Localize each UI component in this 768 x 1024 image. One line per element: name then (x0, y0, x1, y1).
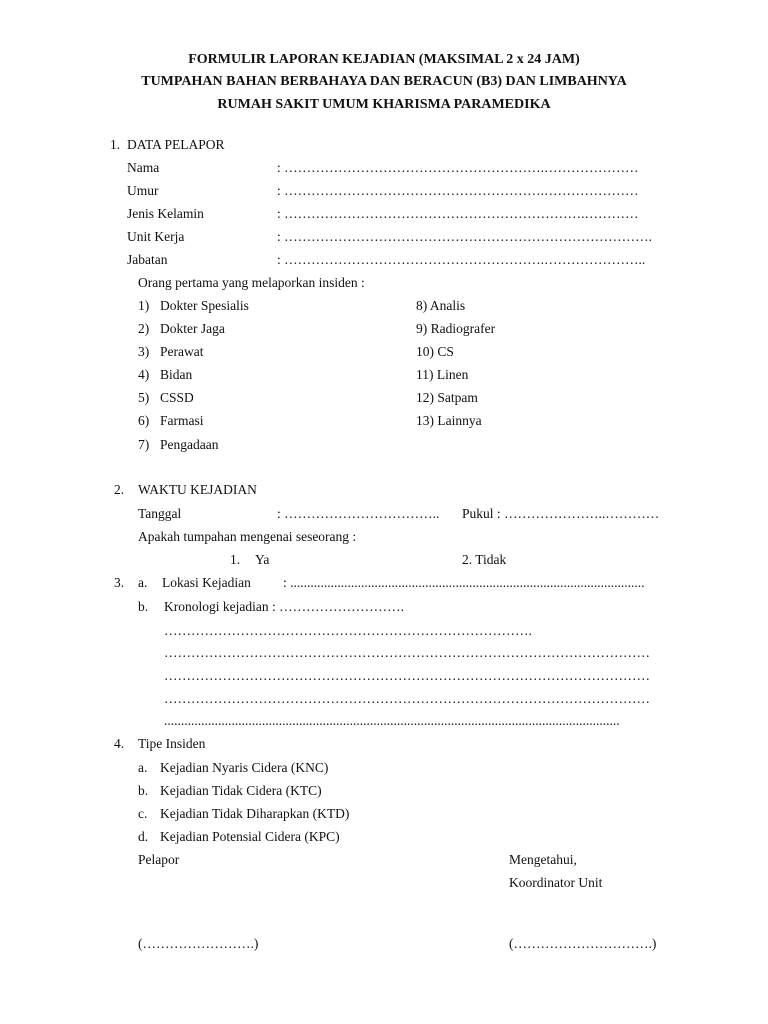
field-value-nama[interactable]: : ………………………………………………….………………… (277, 160, 639, 175)
field-label-unit-kerja: Unit Kerja (127, 229, 185, 244)
kronologi-line[interactable]: ……………………………………………………………………………………………… (164, 668, 650, 683)
option-bidan[interactable]: Bidan (160, 367, 193, 382)
option-farmasi[interactable]: Farmasi (160, 413, 204, 428)
signature-label-koordinator: Koordinator Unit (509, 875, 603, 890)
option-number: 6) (138, 413, 150, 428)
section-number: 4. (114, 736, 125, 751)
section-number: 1. (110, 137, 121, 152)
option-lainnya[interactable]: 13) Lainnya (416, 413, 482, 428)
option-cssd[interactable]: CSSD (160, 390, 194, 405)
hospital-name: RUMAH SAKIT UMUM KHARISMA PARAMEDIKA (217, 97, 551, 112)
field-label-jenis-kelamin: Jenis Kelamin (127, 206, 204, 221)
item-letter: a. (138, 575, 148, 590)
option-number: 7) (138, 437, 150, 452)
option-number: 2) (138, 321, 150, 336)
field-value-jabatan[interactable]: : ………………………………………………….………………….. (277, 252, 646, 267)
option-cs[interactable]: 10) CS (416, 344, 454, 359)
kronologi-line[interactable]: ....................................................................................................................................... (164, 713, 620, 728)
signature-blank-pelapor[interactable]: (…………………….) (138, 936, 259, 951)
form-subtitle: TUMPAHAN BAHAN BERBAHAYA DAN BERACUN (B3) DAN LIMBAHNYA (141, 74, 627, 89)
option-number: 5) (138, 390, 150, 405)
option-dokter-jaga[interactable]: Dokter Jaga (160, 321, 225, 336)
option-ktd[interactable]: Kejadian Tidak Diharapkan (KTD) (160, 806, 350, 821)
item-letter: b. (138, 783, 149, 798)
form-title: FORMULIR LAPORAN KEJADIAN (MAKSIMAL 2 x 24 JAM) (188, 52, 580, 67)
signature-blank-koordinator[interactable]: (………………………….) (509, 936, 657, 951)
option-kpc[interactable]: Kejadian Potensial Cidera (KPC) (160, 829, 340, 844)
field-label-nama: Nama (127, 160, 160, 175)
field-label-jabatan: Jabatan (127, 252, 168, 267)
kronologi-line[interactable]: ………………………………………………………………………. (164, 623, 532, 638)
field-pukul[interactable]: Pukul : …………………..………… (462, 506, 660, 521)
field-value-jenis-kelamin[interactable]: : ………………………………………………………….………… (277, 206, 639, 221)
option-dokter-spesialis[interactable]: Dokter Spesialis (160, 298, 249, 313)
field-value-unit-kerja[interactable]: : ………………………………………………………………………. (277, 229, 653, 244)
option-number: 1) (138, 298, 150, 313)
option-number: 3) (138, 344, 150, 359)
item-letter: d. (138, 829, 149, 844)
item-letter: c. (138, 806, 148, 821)
option-number: 1. (230, 552, 241, 567)
signature-label-mengetahui: Mengetahui, (509, 852, 577, 867)
field-label-kronologi[interactable]: Kronologi kejadian : ………………………. (164, 599, 404, 614)
option-knc[interactable]: Kejadian Nyaris Cidera (KNC) (160, 760, 329, 775)
option-satpam[interactable]: 12) Satpam (416, 390, 478, 405)
option-ktc[interactable]: Kejadian Tidak Cidera (KTC) (160, 783, 322, 798)
section-number: 2. (114, 482, 125, 497)
option-ya[interactable]: Ya (255, 552, 270, 567)
item-letter: a. (138, 760, 148, 775)
section-heading: DATA PELAPOR (127, 137, 225, 152)
field-value-tanggal[interactable]: : …………………………….. (277, 506, 440, 521)
option-tidak[interactable]: 2. Tidak (462, 552, 507, 567)
field-label-lokasi: Lokasi Kejadian (162, 575, 251, 590)
exposure-question: Apakah tumpahan mengenai seseorang : (138, 529, 357, 544)
kronologi-line[interactable]: ……………………………………………………………………………………………… (164, 691, 650, 706)
field-value-lokasi[interactable]: : ......................................................................................................... (283, 575, 645, 590)
option-perawat[interactable]: Perawat (160, 344, 204, 359)
option-number: 4) (138, 367, 150, 382)
option-pengadaan[interactable]: Pengadaan (160, 437, 219, 452)
field-label-tanggal: Tanggal (138, 506, 182, 521)
option-analis[interactable]: 8) Analis (416, 298, 466, 313)
signature-label-pelapor: Pelapor (138, 852, 180, 867)
item-letter: b. (138, 599, 149, 614)
option-radiografer[interactable]: 9) Radiografer (416, 321, 496, 336)
option-linen[interactable]: 11) Linen (416, 367, 469, 382)
field-value-umur[interactable]: : ………………………………………………….………………… (277, 183, 639, 198)
reporter-prompt: Orang pertama yang melaporkan insiden : (138, 275, 365, 290)
kronologi-line[interactable]: ……………………………………………………………………………………………… (164, 645, 650, 660)
section-heading: WAKTU KEJADIAN (138, 482, 257, 497)
field-label-umur: Umur (127, 183, 159, 198)
section-heading: Tipe Insiden (138, 736, 206, 751)
section-number: 3. (114, 575, 125, 590)
